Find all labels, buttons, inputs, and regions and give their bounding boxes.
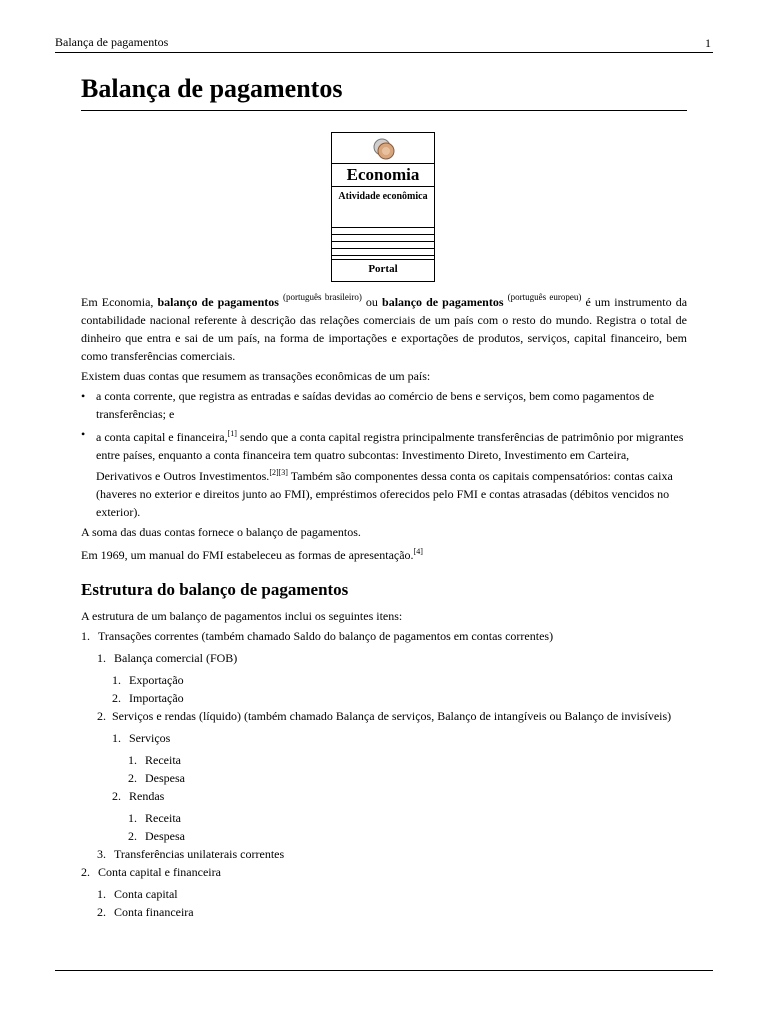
citation-link[interactable]: [1] [227,429,237,438]
infobox-portal-link[interactable]: Portal [332,259,434,282]
list-item: • a conta corrente, que registra as entradas e saídas devidas ao comércio de bens e serviços, bem como pagamentos de transferências; e [96,387,687,423]
note-european: (português europeu) [507,292,582,302]
section-heading: Estrutura do balanço de pagamentos [81,580,349,599]
note-brazilian: (português brasileiro) [283,292,362,302]
list-item: 2. Conta capital e financeira [81,865,221,879]
article-body [81,288,687,921]
list-item: 2. Rendas [112,789,165,803]
list-item: 1. Exportação [112,673,184,687]
term-brazilian: balanço de pagamentos [157,295,279,309]
citation-link[interactable]: [4] [413,547,423,556]
page-number: 1 [705,36,711,50]
infobox-subtitle-link[interactable]: Atividade econômica [338,191,428,202]
sum-paragraph: A soma das duas contas fornece o balanço de pagamentos. [81,525,361,539]
list-item: 2. Conta financeira [97,905,194,919]
list-item: 1. Balança comercial (FOB) [97,651,238,665]
list-item: 1. Receita [128,753,181,767]
infobox-empty-rows [332,227,434,262]
section-intro: A estrutura de um balanço de pagamentos inclui os seguintes itens: [81,609,403,623]
list-item: 2. Importação [112,691,184,705]
intro-paragraph: Em Economia, balanço de pagamentos $^{(português brasileiro)}$ ou balanço de pagamentos $^{(português europeu)}$ é um instrumento da contabilidade nacional referente à descrição das relações comerciais de um país com o resto do mundo. Registra o total de dinheiro que entra e sai de um país, na forma de importações e exportações de produtos, serviços, capital financeiro, bem como transferências comerciais. [81,292,688,363]
accounts-list [81,387,687,521]
page-title: Balança de pagamentos [81,72,687,111]
running-title: Balança de pagamentos [55,35,169,49]
list-item: 1. Receita [128,811,181,825]
infobox-title: Economia [332,163,434,187]
economy-infobox [331,132,435,282]
structure-list [81,627,687,921]
coins-icon [372,137,396,161]
accounts-paragraph: Existem duas contas que resumem as transações econômicas de um país: [81,369,431,383]
list-item: • a conta capital e financeira,[1] sendo que a conta capital registra principalmente transferências de patrimônio por migrantes entre países, enquanto a conta financeira tem quatro subcontas: Investimento Direto, Investimento em Carteira, Derivativos e Outros Investimentos.[2][3] Também são componentes dessa conta os capitais compensatórios: contas caixa (haveres no exterior e direitos junto ao FMI), empréstimos oferecidos pelo FMI e contas atrasadas (débitos vencidos no exterior). [96,425,687,521]
running-header [55,36,713,53]
list-item: 2. Despesa [128,771,185,785]
list-item: 1. Conta capital [97,887,178,901]
list-item: 1. Transações correntes (também chamado Saldo do balanço de pagamentos em contas correntes) [81,629,554,643]
list-item: 2. Despesa [128,829,185,843]
list-item: 2. Serviços e rendas (líquido) (também chamado Balança de serviços, Balanço de intangíveis ou Balanço de invisíveis) [97,709,672,723]
list-item: 1. Serviços [112,731,171,745]
footer-divider [55,970,713,971]
citation-link[interactable]: [2][3] [269,468,288,477]
list-item: 3. Transferências unilaterais correntes [97,847,285,861]
term-european: balanço de pagamentos [382,295,504,309]
imf-paragraph: Em 1969, um manual do FMI estabeleceu as formas de apresentação.[4] [81,547,423,562]
